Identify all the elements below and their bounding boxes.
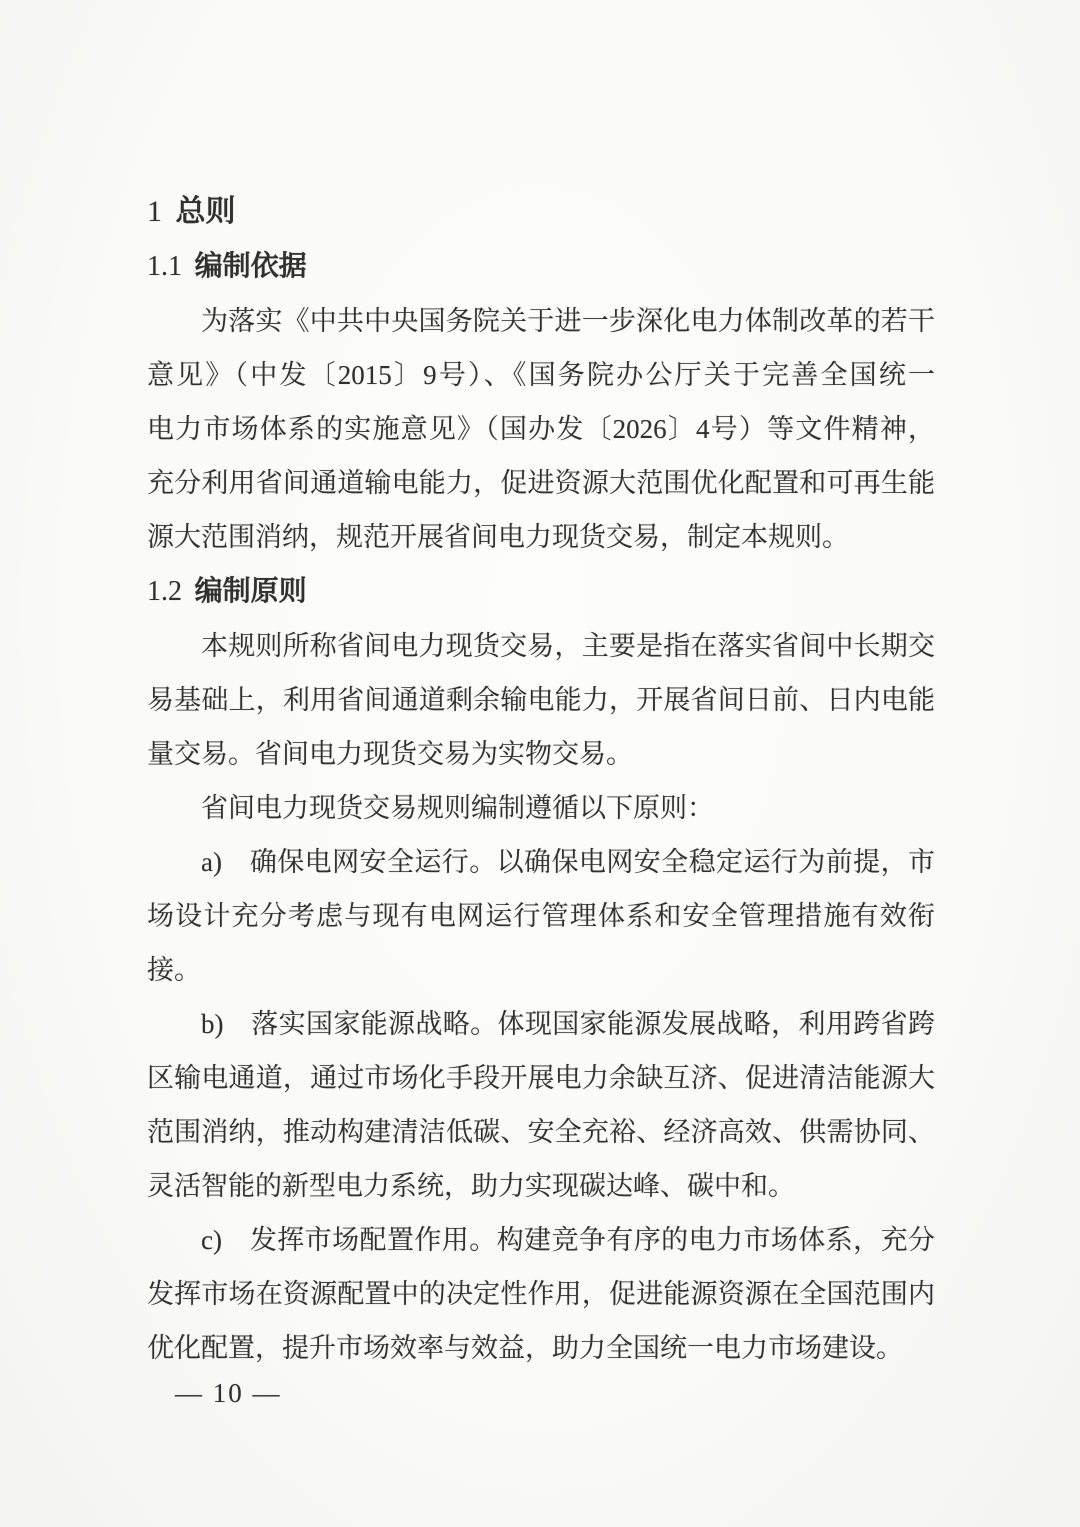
text-line: a) 确保电网安全运行。以确保电网安全稳定运行为前提，市 (201, 847, 935, 877)
document-body (147, 185, 935, 1375)
section-heading (147, 239, 935, 294)
text-line: 充分利用省间通道输电能力，促进资源大范围优化配置和可再生能 (147, 468, 935, 498)
paragraph (147, 1213, 935, 1375)
paragraph (147, 781, 935, 835)
text-line: 电力市场体系的实施意见》（国办发〔2026〕4号）等文件精神， (147, 414, 935, 444)
paragraph (147, 835, 935, 997)
heading-number: 1.2 (147, 576, 182, 607)
heading-label: 总则 (175, 195, 236, 228)
text-line: 区输电通道，通过市场化手段开展电力余缺互济、促进清洁能源大 (147, 1063, 935, 1093)
chapter-heading (147, 185, 935, 239)
text-line: 为落实《中共中央国务院关于进一步深化电力体制改革的若干 (201, 306, 935, 336)
paragraph (147, 619, 935, 781)
text-line: 易基础上，利用省间通道剩余输电能力，开展省间日前、日内电能 (147, 685, 935, 715)
text-line: 本规则所称省间电力现货交易，主要是指在落实省间中长期交 (201, 631, 935, 661)
heading-label: 编制依据 (194, 250, 307, 281)
text-line: c) 发挥市场配置作用。构建竞争有序的电力市场体系，充分 (201, 1225, 935, 1255)
paragraph (147, 997, 935, 1213)
text-line: 接。 (147, 955, 201, 985)
text-line: 灵活智能的新型电力系统，助力实现碳达峰、碳中和。 (147, 1171, 795, 1201)
text-line: 范围消纳，推动构建清洁低碳、安全充裕、经济高效、供需协同、 (147, 1117, 935, 1147)
page-number-footer: — 10 — (175, 1378, 282, 1408)
paragraph (147, 294, 935, 564)
text-line: 量交易。省间电力现货交易为实物交易。 (147, 739, 633, 769)
heading-number: 1 (147, 195, 162, 228)
text-line: 省间电力现货交易规则编制遵循以下原则： (201, 793, 714, 823)
section-heading (147, 564, 935, 619)
text-line: 发挥市场在资源配置中的决定性作用，促进能源资源在全国范围内 (147, 1279, 935, 1309)
text-line: 意见》（中发〔2015〕9号）、《国务院办公厅关于完善全国统一 (147, 360, 935, 390)
heading-number: 1.1 (147, 251, 182, 282)
text-line: 源大范围消纳，规范开展省间电力现货交易，制定本规则。 (147, 522, 849, 552)
text-line: b) 落实国家能源战略。体现国家能源发展战略，利用跨省跨 (201, 1009, 935, 1039)
heading-label: 编制原则 (194, 575, 307, 606)
text-line: 优化配置，提升市场效率与效益，助力全国统一电力市场建设。 (147, 1333, 903, 1363)
text-line: 场设计充分考虑与现有电网运行管理体系和安全管理措施有效衔 (147, 901, 935, 931)
